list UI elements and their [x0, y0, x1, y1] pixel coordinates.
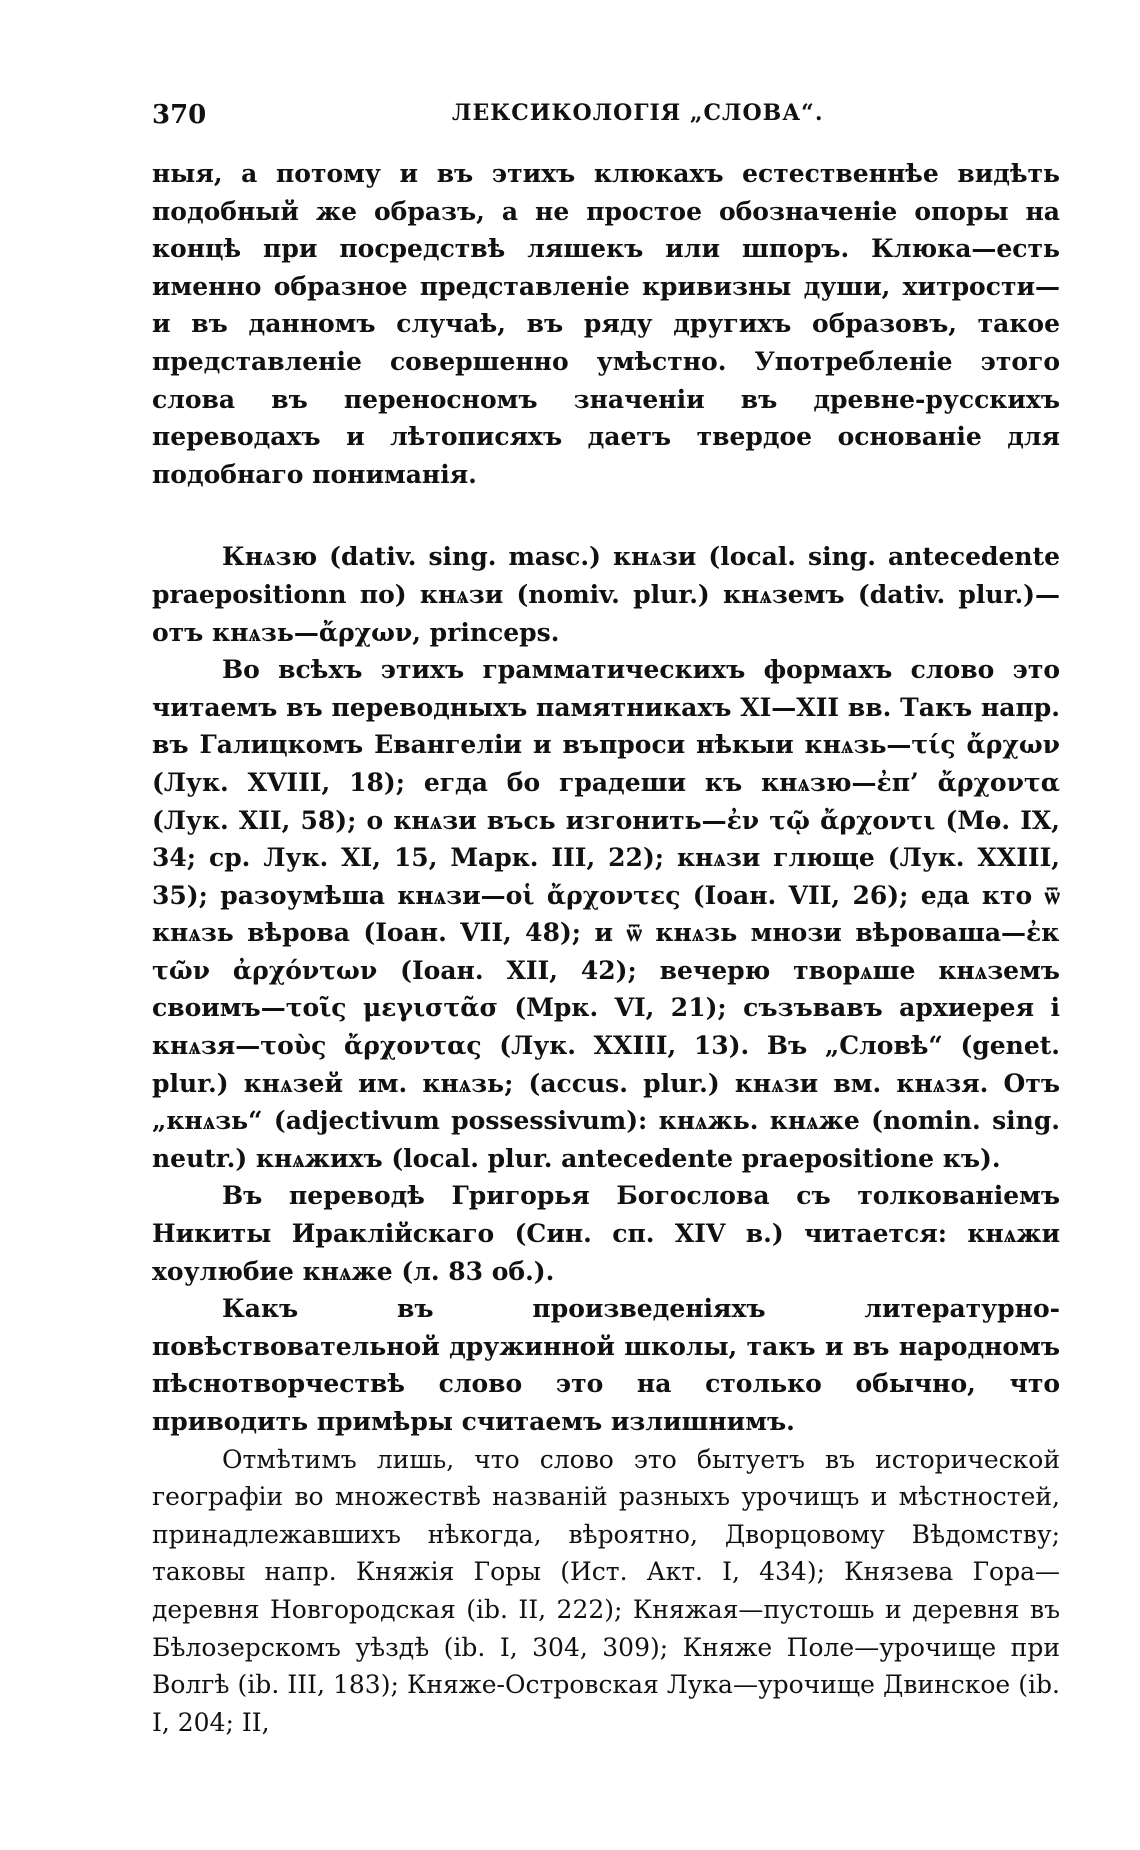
paragraph-continuation: ныя, а потому и въ этихъ клюкахъ естественнѣе видѣть подобный же образъ, а не простое обозначеніе опоры на концѣ при посредствѣ ляшекъ или шпоръ. Клюка—есть именно образное представленіе кривизны души, хитрости—и въ данномъ случаѣ, въ ряду другихъ образовъ, такое представленіе совершенно умѣстно. Употребленіе этого слова въ переносномъ значеніи въ древне-русскихъ переводахъ и лѣтописяхъ даетъ твердое основаніе для подобнаго пониманія.: [152, 159, 1060, 489]
page-header: [152, 100, 1052, 140]
body-text: [152, 155, 1060, 1741]
paragraph-literary-school: Какъ въ произведеніяхъ литературно-повѣствовательной дружинной школы, такъ и въ народномъ пѣснотворчествѣ слово это на столько обычно, что приводить примѣры считаемъ излишнимъ.: [152, 1294, 1060, 1436]
page-number: 370: [152, 100, 207, 130]
running-title: ЛЕКСИКОЛОГІЯ „СЛОВА“.: [452, 100, 824, 126]
paragraph-historical-geography: Отмѣтимъ лишь, что слово это бытуетъ въ исторической географіи во множествѣ названій разныхъ урочищъ и мѣстностей, принадлежавшихъ нѣкогда, вѣроятно, Дворцовому Вѣдомству; таковы напр. Княжія Горы (Ист. Акт. I, 434); Князева Гора—деревня Новгородская (ib. II, 222); Княжая—пустошь и деревня въ Бѣлозерскомъ уѣздѣ (ib. I, 304, 309); Княже Поле—урочище при Волгѣ (ib. III, 183); Княже-Островская Лука—урочище Двинское (ib. I, 204; II,: [152, 1444, 1060, 1737]
paragraph-word-forms: Кнѧзю (dativ. sing. masc.) кнѧзи (local. sing. antecedente praepositionn по) кнѧзи (nomiv. plur.) кнѧземъ (dativ. plur.)—отъ кнѧзь—ἄρχων, princeps.: [152, 542, 1060, 647]
paragraph-grammatical-forms: Во всѣхъ этихъ грамматическихъ формахъ слово это читаемъ въ переводныхъ памятникахъ XI—XII вв. Такъ напр. въ Галицкомъ Евангеліи и въпроси нѣкыи кнѧзь—τίς ἄρχων (Лук. XVIII, 18); егда бо градеши къ кнѧзю—ἐπ’ ἄρχοντα (Лук. XII, 58); о кнѧзи въсь изгонить—ἐν τῷ ἄρχοντι (Мѳ. IX, 34; ср. Лук. XI, 15, Марк. III, 22); кнѧзи глюще (Лук. XXIII, 35); разоумѣша кнѧзи—οἱ ἄρχοντες (Іоан. VII, 26); еда кто ѿ кнѧзь вѣрова (Іоан. VII, 48); и ѿ кнѧзь мнози вѣроваша—ἐκ τῶν ἀρχόντων (Іоан. XII, 42); вечерю творѧше кнѧземъ своимъ—τοῖς μεγιστᾶσ (Мрк. VI, 21); съзъвавъ архиерея і кнѧзя—τοὺς ἄρχοντας (Лук. XXIII, 13). Въ „Словѣ“ (genet. plur.) кнѧзей им. кнѧзь; (accus. plur.) кнѧзи вм. кнѧзя. Отъ „кнѧзь“ (adjectivum possessivum): кнѧжь. кнѧже (nomin. sing. neutr.) кнѧжихъ (local. plur. antecedente praepositione къ).: [152, 655, 1060, 1173]
paragraph-gregory-translation: Въ переводѣ Григорья Богослова съ толкованіемъ Никиты Ираклійскаго (Син. сп. XIV в.) читается: кнѧжи хоулюбие кнѧже (л. 83 об.).: [152, 1181, 1060, 1286]
